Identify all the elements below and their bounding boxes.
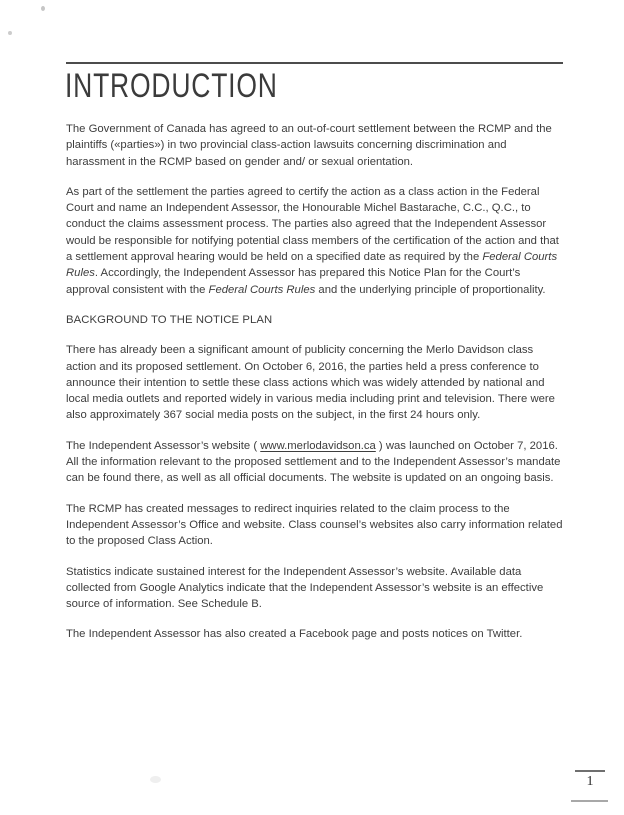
scan-artifact: [150, 776, 161, 783]
paragraph-settlement: [66, 184, 564, 298]
paragraph-settlement-run: As part of the settlement the parties agreed to certify the action as a class action in the Federal Court and name an Independent Assessor, the Honourable Michel Bastarache, C.C., Q.C., to conduct the claims assessment process. The parties also agreed that the Independent Assessor would be responsible for notifying potential class members of the certification of the action and that a settlement approval hearing would be held on a specified date as required by the: [66, 185, 559, 264]
page-number-rule-top: [575, 770, 605, 772]
page-number-rule-bottom: [571, 800, 608, 802]
merlodavidson-website-link[interactable]: www.merlodavidson.ca: [260, 439, 376, 452]
scan-artifact: [8, 31, 12, 35]
paragraph-rcmp: The RCMP has created messages to redirect inquiries related to the claim process to the Independent Assessor’s Office and website. Class counsel’s websites also carry information related to the proposed Class Action.: [66, 502, 563, 548]
paragraph-publicity: There has already been a significant amount of publicity concerning the Merlo Davidson class action and its proposed settlement. On October 6, 2016, the parties held a press conference to announce their intention to settle these class actions which was widely attended by national and local media outlets and reported widely in various media including print and television. There were also approximately 367 social media posts on the subject, in the first 24 hours only.: [66, 344, 555, 422]
paragraph-settlement-run: and the underlying principle of proportionality.: [315, 283, 546, 296]
paragraph-settlement-run: . Accordingly, the Independent Assessor has prepared this Notice Plan for the Court’s approval consistent with the: [66, 267, 521, 296]
federal-courts-rules-citation: Federal Courts Rules: [66, 251, 558, 280]
paragraph-website-run: The Independent Assessor’s website (: [66, 439, 261, 452]
paragraph-website-run: ) was launched on October 7, 2016. All the information relevant to the proposed settlement and to the Independent Assessor’s mandate can be found there, as well as all official documents. The website is updated on an ongoing basis.: [66, 439, 561, 485]
page-title: INTRODUCTION: [65, 67, 278, 105]
document-body: [66, 121, 564, 657]
paragraph-social-media: The Independent Assessor has also created a Facebook page and posts notices on Twitter.: [66, 628, 523, 641]
federal-courts-rules-citation: Federal Courts Rules: [208, 283, 316, 296]
page-number: 1: [586, 774, 594, 789]
paragraph-website: [66, 438, 564, 487]
section-heading-background: BACKGROUND TO THE NOTICE PLAN: [66, 313, 273, 326]
title-rule: [66, 62, 563, 64]
paragraph-intro: The Government of Canada has agreed to an out-of-court settlement between the RCMP and the plaintiffs («parties») in two provincial class-action lawsuits concerning discrimination and harassment in the RCMP based on gender and/ or sexual orientation.: [66, 123, 552, 168]
scan-artifact: [41, 6, 45, 11]
paragraph-statistics: Statistics indicate sustained interest for the Independent Assessor’s website. Available data collected from Google Analytics indicate that the Independent Assessor’s website is an effective source of information. See Schedule B.: [66, 565, 544, 611]
